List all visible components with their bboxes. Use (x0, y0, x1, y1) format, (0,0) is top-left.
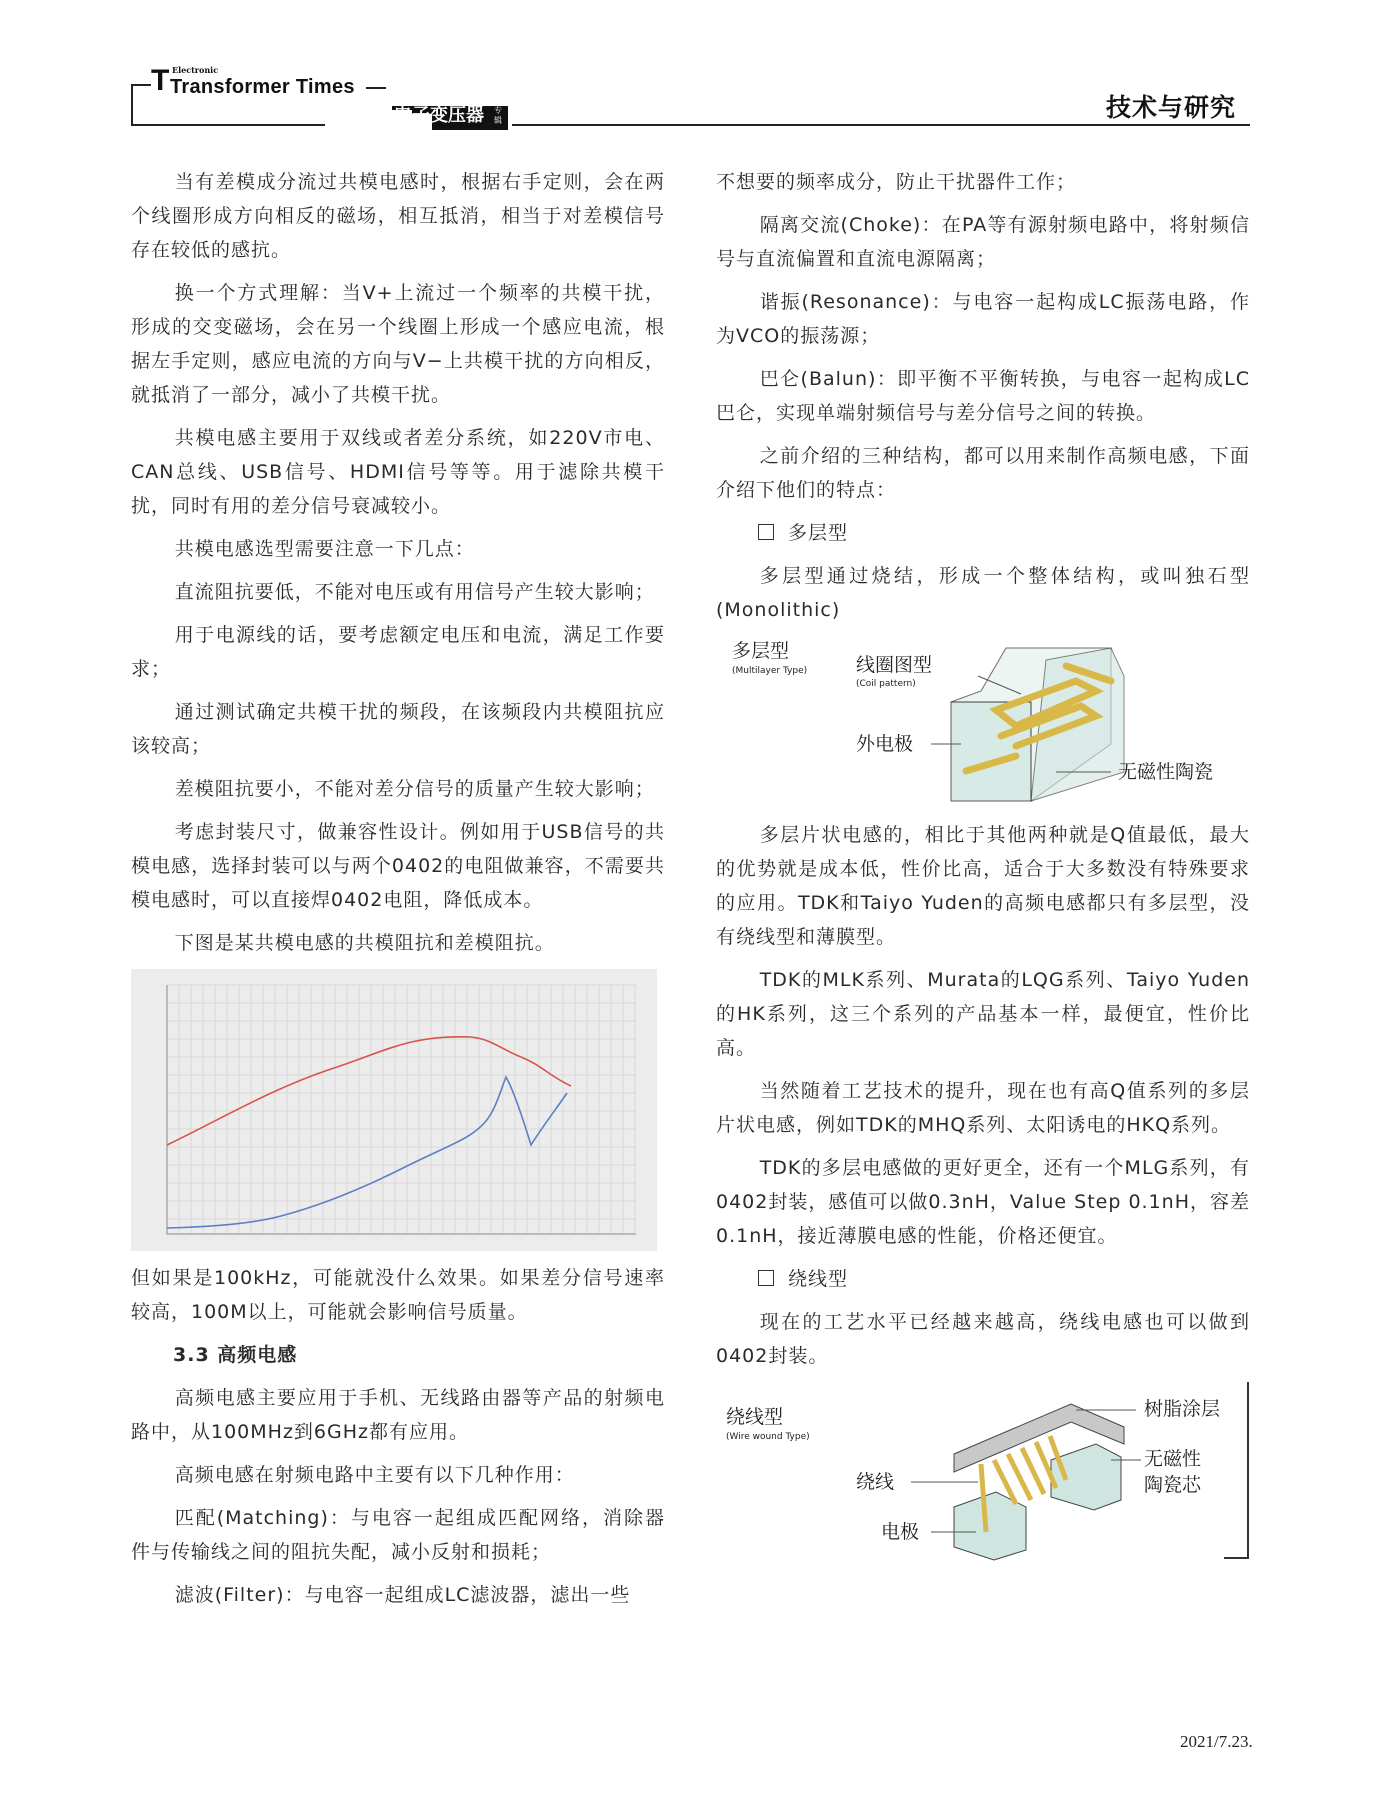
label-wire: 绕线 (856, 1471, 895, 1493)
impedance-chart (131, 969, 657, 1251)
label-coil-pattern: 线圈图型 (856, 654, 933, 676)
checkbox-square-icon (758, 524, 774, 540)
paragraph: 用于电源线的话，要考虑额定电压和电流，满足工作要求； (131, 624, 665, 680)
paragraph: 通过测试确定共模干扰的频段，在该频段内共模阻抗应该较高； (131, 701, 665, 757)
header (0, 0, 1380, 140)
paragraph: 不想要的频率成分，防止干扰器件工作； (716, 171, 1077, 193)
paragraph: 共模电感主要用于双线或者差分系统，如220V市电、CAN总线、USB信号、HDMI信号等等。用于滤除共模干扰，同时有用的差分信号衰减较小。 (131, 427, 665, 517)
label-external-electrode: 外电极 (856, 733, 914, 755)
label-core-1: 无磁性 (1144, 1448, 1202, 1470)
label-resin-coating: 树脂涂层 (1144, 1398, 1221, 1420)
section-heading: 3.3 高频电感 (173, 1344, 298, 1366)
right-column (716, 165, 1250, 1574)
paragraph: 匹配(Matching)：与电容一起组成匹配网络，消除器件与传输线之间的阻抗失配，减小反射和损耗； (131, 1507, 665, 1563)
paragraph: 共模电感选型需要注意一下几点： (174, 538, 475, 560)
label-nonmagnetic-ceramic: 无磁性陶瓷 (1118, 761, 1214, 783)
fig-subtitle: (Wire wound Type) (726, 1432, 810, 1442)
paragraph: 高频电感主要应用于手机、无线路由器等产品的射频电路中，从100MHz到6GHz都有应用。 (131, 1387, 665, 1443)
left-column (131, 165, 665, 1621)
bullet-label: 绕线型 (788, 1268, 849, 1290)
banner-title: 电子变压器 (394, 105, 484, 126)
multilayer-figure (716, 636, 1236, 808)
paragraph: TDK的MLK系列、Murata的LQG系列、Taiyo Yuden的HK系列，这三个系列的产品基本一样，最便宜，性价比高。 (716, 969, 1250, 1059)
paragraph: 但如果是100kHz，可能就没什么效果。如果差分信号速率较高，100M以上，可能就会影响信号质量。 (131, 1267, 665, 1323)
paragraph: 直流阻抗要低，不能对电压或有用信号产生较大影响； (174, 581, 655, 603)
page-number: 2021/7.23. (1180, 1732, 1253, 1751)
logo-main: Transformer Times (170, 76, 355, 98)
header-left-rule-bottom (131, 124, 325, 126)
banner-small: 专辑 (494, 106, 502, 125)
paragraph: 考虑封装尺寸，做兼容性设计。例如用于USB信号的共模电感，选择封装可以与两个0402的电阻做兼容，不需要共模电感时，可以直接焊0402电阻，降低成本。 (131, 821, 665, 911)
paragraph: TDK的多层电感做的更好更全，还有一个MLG系列，有0402封装，感值可以做0.3nH，Value Step 0.1nH，容差0.1nH，接近薄膜电感的性能，价格还便宜。 (716, 1157, 1250, 1247)
label-coil-sub: (Coil pattern) (856, 679, 916, 689)
wirewound-figure (716, 1382, 1250, 1564)
paragraph: 巴仑(Balun)：即平衡不平衡转换，与电容一起构成LC巴仑，实现单端射频信号与差分信号之间的转换。 (716, 368, 1250, 424)
bullet-multilayer (716, 516, 1250, 550)
fig-title: 绕线型 (726, 1406, 784, 1428)
paragraph: 高频电感在射频电路中主要有以下几种作用： (174, 1464, 575, 1486)
paragraph: 下图是某共模电感的共模阻抗和差模阻抗。 (174, 932, 555, 954)
paragraph: 滤波(Filter)：与电容一起组成LC滤波器，滤出一些 (174, 1584, 631, 1606)
paragraph: 现在的工艺水平已经越来越高，绕线电感也可以做到0402封装。 (716, 1311, 1250, 1367)
paragraph: 差模阻抗要小，不能对差分信号的质量产生较大影响； (174, 778, 655, 800)
fig-subtitle: (Multilayer Type) (732, 666, 808, 676)
logo-dash (366, 87, 386, 89)
fig-title: 多层型 (732, 640, 790, 662)
paragraph: 谐振(Resonance)：与电容一起构成LC振荡电路，作为VCO的振荡源； (716, 291, 1250, 347)
paragraph: 当然随着工艺技术的提升，现在也有高Q值系列的多层片状电感，例如TDK的MHQ系列、太阳诱电的HKQ系列。 (716, 1080, 1250, 1136)
logo-small: Electronic (172, 65, 219, 75)
bullet-wirewound (716, 1262, 1250, 1296)
impedance-chart-image (131, 969, 657, 1251)
paragraph: 当有差模成分流过共模电感时，根据右手定则，会在两个线圈形成方向相反的磁场，相互抵消，相当于对差模信号存在较低的感抗。 (131, 171, 665, 261)
header-left-rule-top (131, 84, 151, 86)
checkbox-square-icon (758, 1270, 774, 1286)
label-core-2: 陶瓷芯 (1144, 1474, 1202, 1496)
paragraph: 之前介绍的三种结构，都可以用来制作高频电感，下面介绍下他们的特点： (716, 445, 1250, 501)
paragraph: 多层型通过烧结，形成一个整体结构，或叫独石型(Monolithic) (716, 565, 1250, 621)
paragraph: 多层片状电感的，相比于其他两种就是Q值最低，最大的优势就是成本低，性价比高，适合于大多数没有特殊要求的应用。TDK和Taiyo Yuden的高频电感都只有多层型，没有绕线型和薄膜型。 (716, 824, 1250, 948)
logo-T: T (151, 64, 170, 97)
paragraph: 隔离交流(Choke)：在PA等有源射频电路中，将射频信号与直流偏置和直流电源隔离； (716, 214, 1250, 270)
header-left-rule (131, 84, 133, 126)
section-title: 技术与研究 (1106, 93, 1237, 122)
paragraph: 换一个方式理解：当V+上流过一个频率的共模干扰，形成的交变磁场，会在另一个线圈上形成一个感应电流，根据左手定则，感应电流的方向与V−上共模干扰的方向相反，就抵消了一部分，减小了共模干扰。 (131, 282, 665, 406)
header-right-rule (512, 124, 1250, 126)
label-electrode: 电极 (881, 1521, 920, 1543)
bullet-label: 多层型 (788, 522, 849, 544)
